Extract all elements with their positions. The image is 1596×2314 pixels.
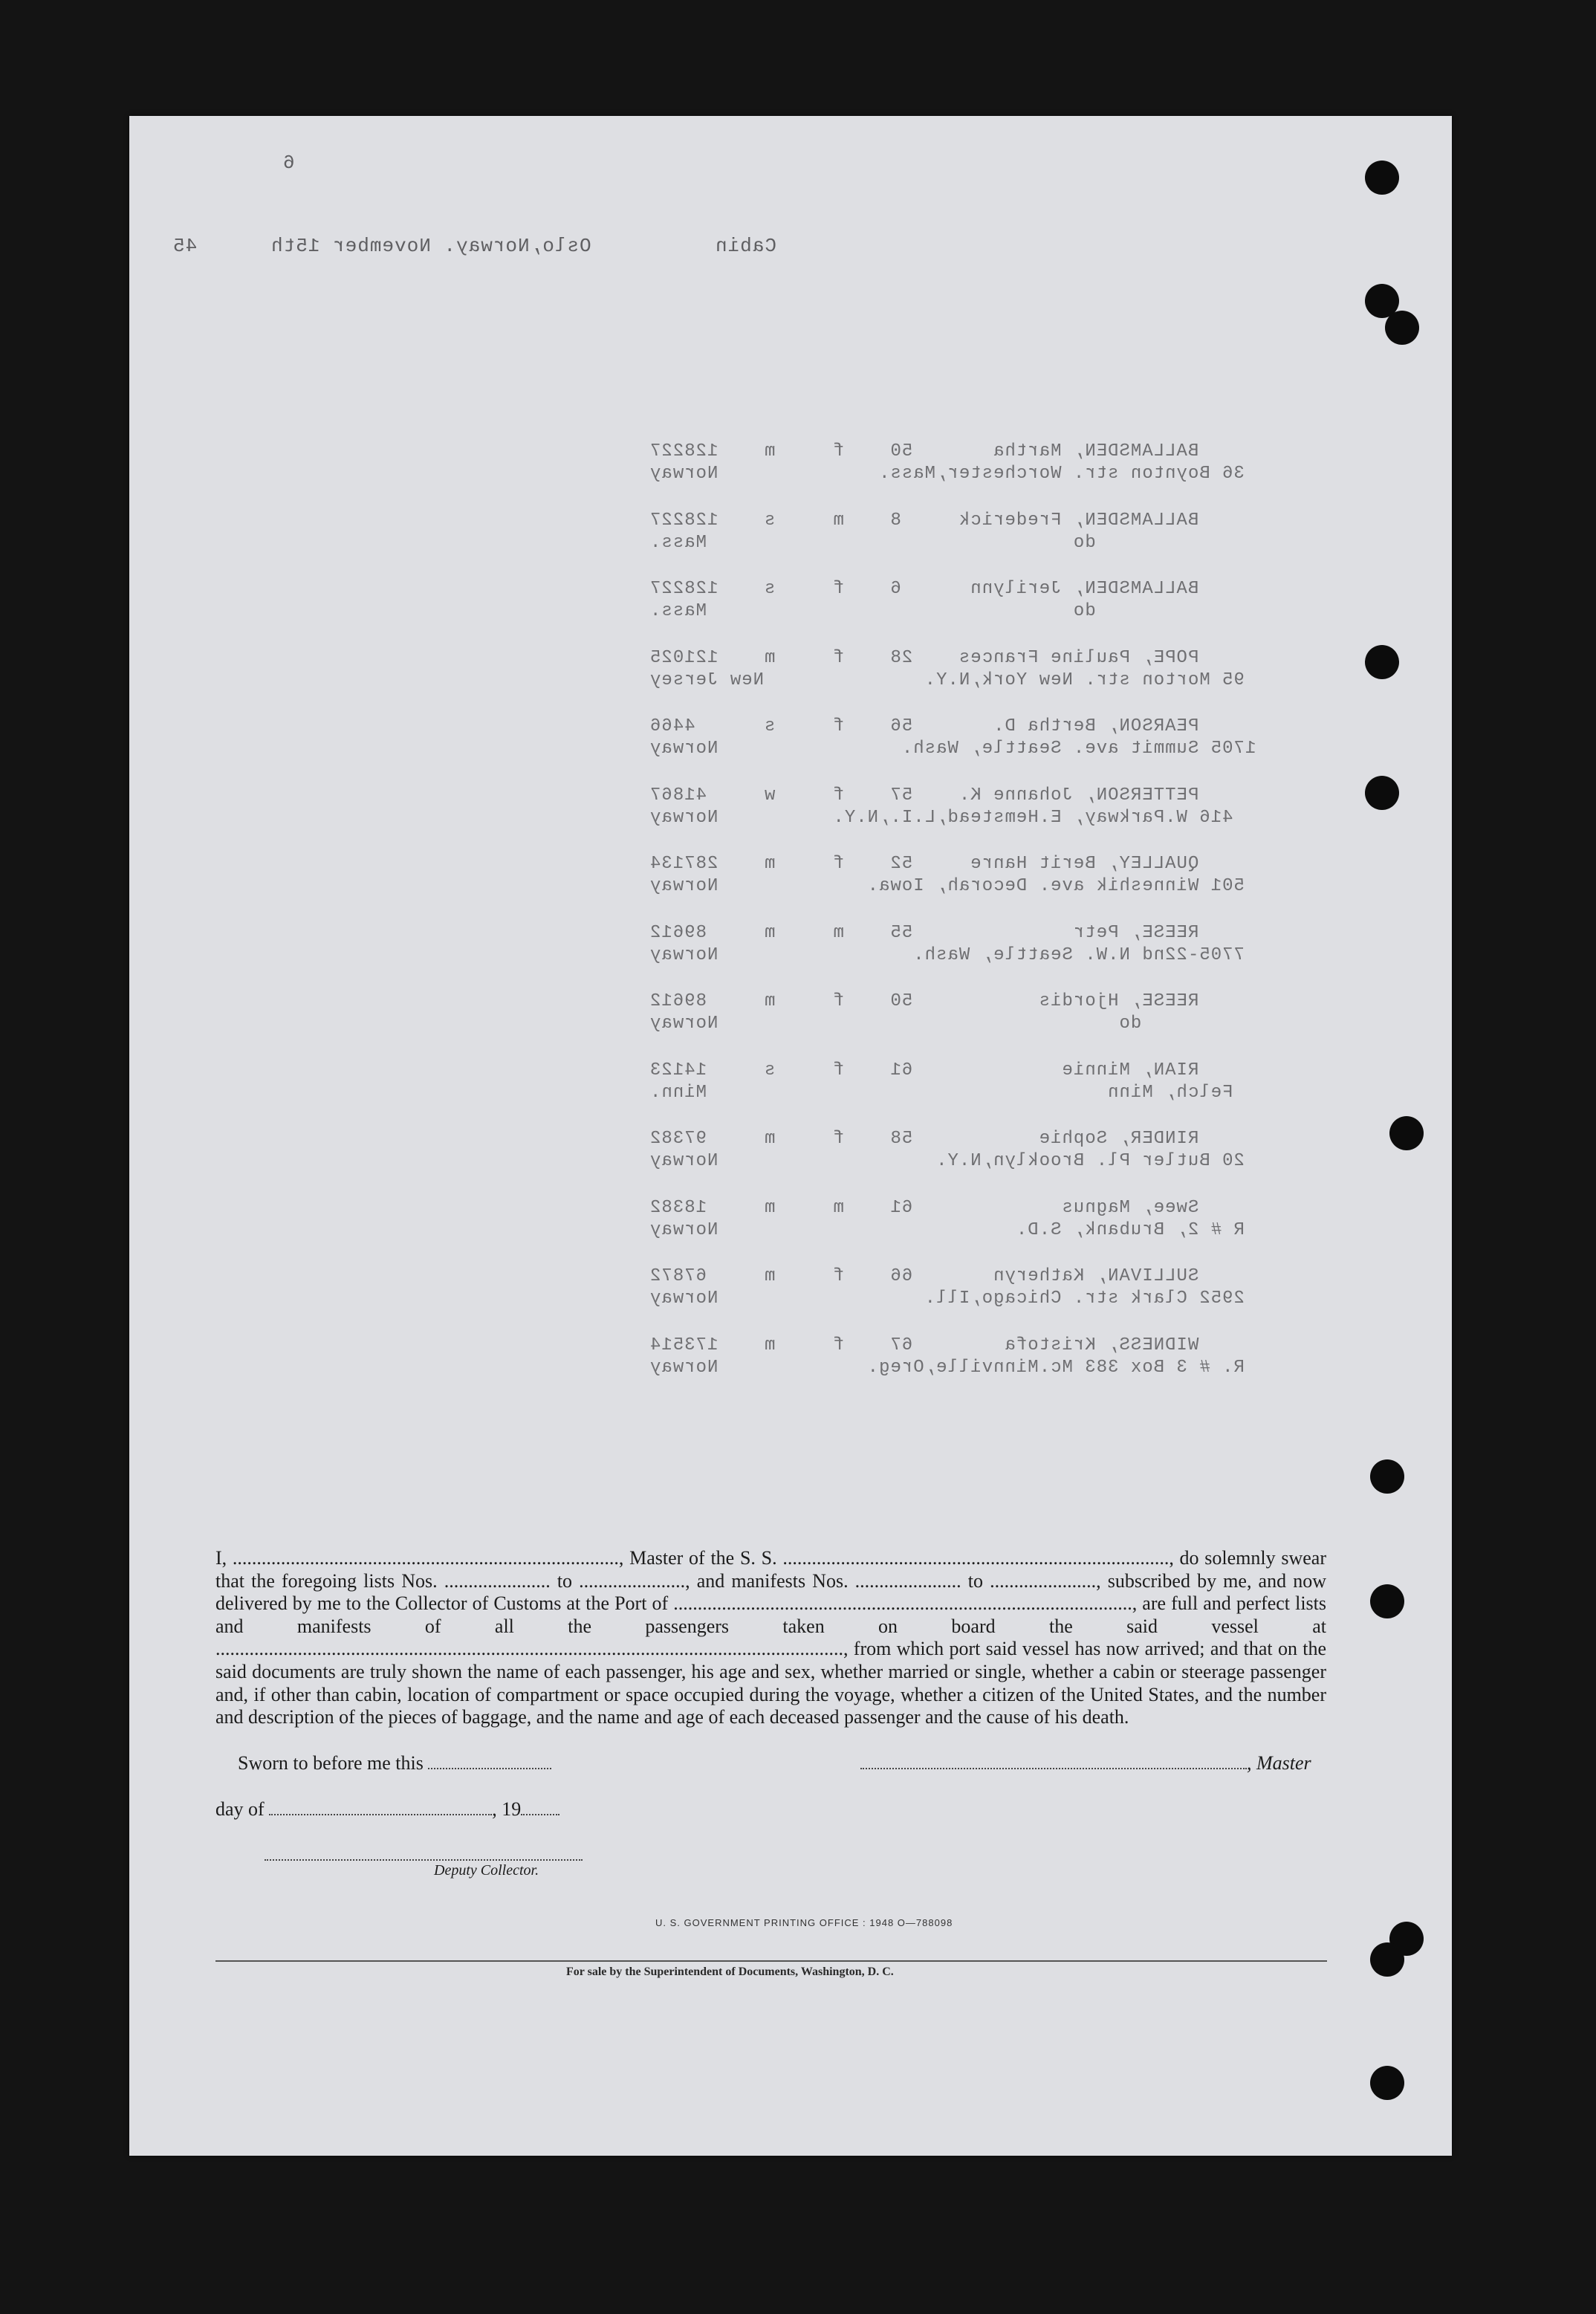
for-sale-notice: For sale by the Superintendent of Documents, Washington, D. C. bbox=[566, 1965, 894, 1978]
passenger-address-line: do Mass. bbox=[649, 601, 1233, 621]
footer-rule bbox=[215, 1960, 1327, 1962]
passenger-name-line: Swee, Magnus 61 m m 18382 bbox=[649, 1197, 1199, 1218]
deputy-signature-line bbox=[265, 1859, 583, 1861]
punch-hole-10 bbox=[1370, 1942, 1404, 1977]
passenger-address-line: 1705 Summit ave. Seattle, Wash. Norway bbox=[649, 739, 1256, 759]
punch-hole-8 bbox=[1370, 1584, 1404, 1618]
passenger-name-line: RINDER, Sophie 58 f m 97382 bbox=[649, 1129, 1199, 1149]
punch-hole-4 bbox=[1365, 645, 1399, 679]
master-label: , Master bbox=[1247, 1752, 1311, 1774]
punch-hole-3 bbox=[1385, 311, 1419, 345]
port-date: Oslo,Norway. November 15th bbox=[270, 235, 591, 257]
passenger-address-line: R. # 3 Box 383 Mc.Minnville,Oreg. Norway bbox=[649, 1357, 1245, 1378]
punch-hole-6 bbox=[1389, 1116, 1424, 1150]
passenger-name-line: REESE, Petr 55 m m 89612 bbox=[649, 922, 1199, 943]
sworn-label bbox=[238, 1752, 551, 1775]
manifest-page bbox=[129, 116, 1452, 2156]
punch-hole-7 bbox=[1370, 1459, 1404, 1494]
punch-hole-5 bbox=[1365, 776, 1399, 810]
class-label: Cabin bbox=[715, 235, 777, 257]
day-of-text: day of bbox=[215, 1798, 265, 1820]
passenger-name-line: WIDNESS, Kristofa 67 f m 173514 bbox=[649, 1335, 1199, 1355]
passenger-name-line: PETTERSON, Johanne K. 57 f w 41867 bbox=[649, 785, 1199, 806]
passenger-name-line: RIAN, Minnie 61 f s 14123 bbox=[649, 1060, 1199, 1080]
year-blank[interactable] bbox=[521, 1799, 559, 1815]
deputy-collector-label: Deputy Collector. bbox=[434, 1862, 539, 1879]
passenger-address-line: 95 Morton str. New York,N.Y. New Jersey bbox=[649, 670, 1245, 690]
punch-hole-1 bbox=[1365, 161, 1399, 195]
master-signature-blank[interactable] bbox=[860, 1753, 1247, 1769]
passenger-address-line: 7705-22nd N.W. Seattle, Wash. Norway bbox=[649, 944, 1245, 965]
passenger-name-line: POPE, Pauline Frances 28 f m 121025 bbox=[649, 647, 1199, 668]
passenger-name-line: BALLAMSDEN, Martha 50 f m 128227 bbox=[649, 441, 1199, 461]
passenger-name-line: REESE, Hjordis 50 f m 89612 bbox=[649, 991, 1199, 1011]
oath-text: I, ................................................................................, Master of the S. S. ................................................................................, do solemnly swear that the foregoing lists Nos. ...................... to ......................, and manifests Nos. ...................... to ......................, subscribed by me, and now delivered by me to the Collector of Customs at the Port of ..............................................................................................., are full and perfect lists and manifests of all the passengers taken on board the said vessel at .................................................................................................................................., from which port said vessel has now arrived; and that on the said documents are truly shown the name of each passenger, his age and sex, whether married or single, whether a cabin or steerage passenger and, if other than cabin, location of compartment or space occupied during the voyage, whether a citizen of the United States, and the number and description of the pieces of baggage, and the name and age of each deceased passenger and the cause of his death. bbox=[215, 1547, 1326, 1728]
passenger-address-line: do Norway bbox=[649, 1014, 1245, 1034]
passenger-address-line: 416 W.Parkway, E.Hemstead,L.I.,N.Y. Norway bbox=[649, 807, 1233, 828]
day-of-blank[interactable] bbox=[269, 1799, 492, 1815]
passenger-name-line: PEARSON, Bertha D. 56 f s 4466 bbox=[649, 716, 1199, 736]
line-number: 45 bbox=[172, 235, 198, 257]
passenger-address-line: 2952 Clark str. Chicago,Ill. Norway bbox=[649, 1289, 1245, 1309]
passenger-name-line: BALLAMSDEN, Frederick 8 m s 128227 bbox=[649, 510, 1199, 531]
day-of-line bbox=[215, 1798, 559, 1821]
passenger-name-line: QUALLEY, Berit Hanre 52 f m 287134 bbox=[649, 854, 1199, 874]
master-signature bbox=[860, 1752, 1311, 1775]
passenger-address-line: 501 Winneshik ave. Decorah, Iowa. Norway bbox=[649, 876, 1245, 896]
passenger-address-line: 36 Boynton str. Worchester,Mass. Norway bbox=[649, 464, 1245, 484]
passenger-address-line: Felch, Minn Minn. bbox=[649, 1082, 1233, 1103]
passenger-address-line: 20 Butler Pl. Brooklyn,N.Y. Norway bbox=[649, 1151, 1245, 1171]
passenger-name-line: SULLIVAN, Katheryn 66 f m 67872 bbox=[649, 1266, 1199, 1286]
year-text: , 19 bbox=[492, 1798, 522, 1820]
gpo-imprint: U. S. GOVERNMENT PRINTING OFFICE : 1948 O—788098 bbox=[655, 1917, 953, 1928]
sworn-text: Sworn to before me this bbox=[238, 1752, 424, 1774]
sworn-blank[interactable] bbox=[428, 1753, 551, 1769]
punch-hole-11 bbox=[1370, 2066, 1404, 2100]
passenger-address-line: R # 2, Brubank, S.D. Norway bbox=[649, 1219, 1245, 1240]
page-mark: 6 bbox=[282, 152, 295, 174]
passenger-address-line: do Mass. bbox=[649, 532, 1233, 553]
passenger-name-line: BALLAMSDEN, Jerilynn 6 f s 128227 bbox=[649, 579, 1199, 599]
